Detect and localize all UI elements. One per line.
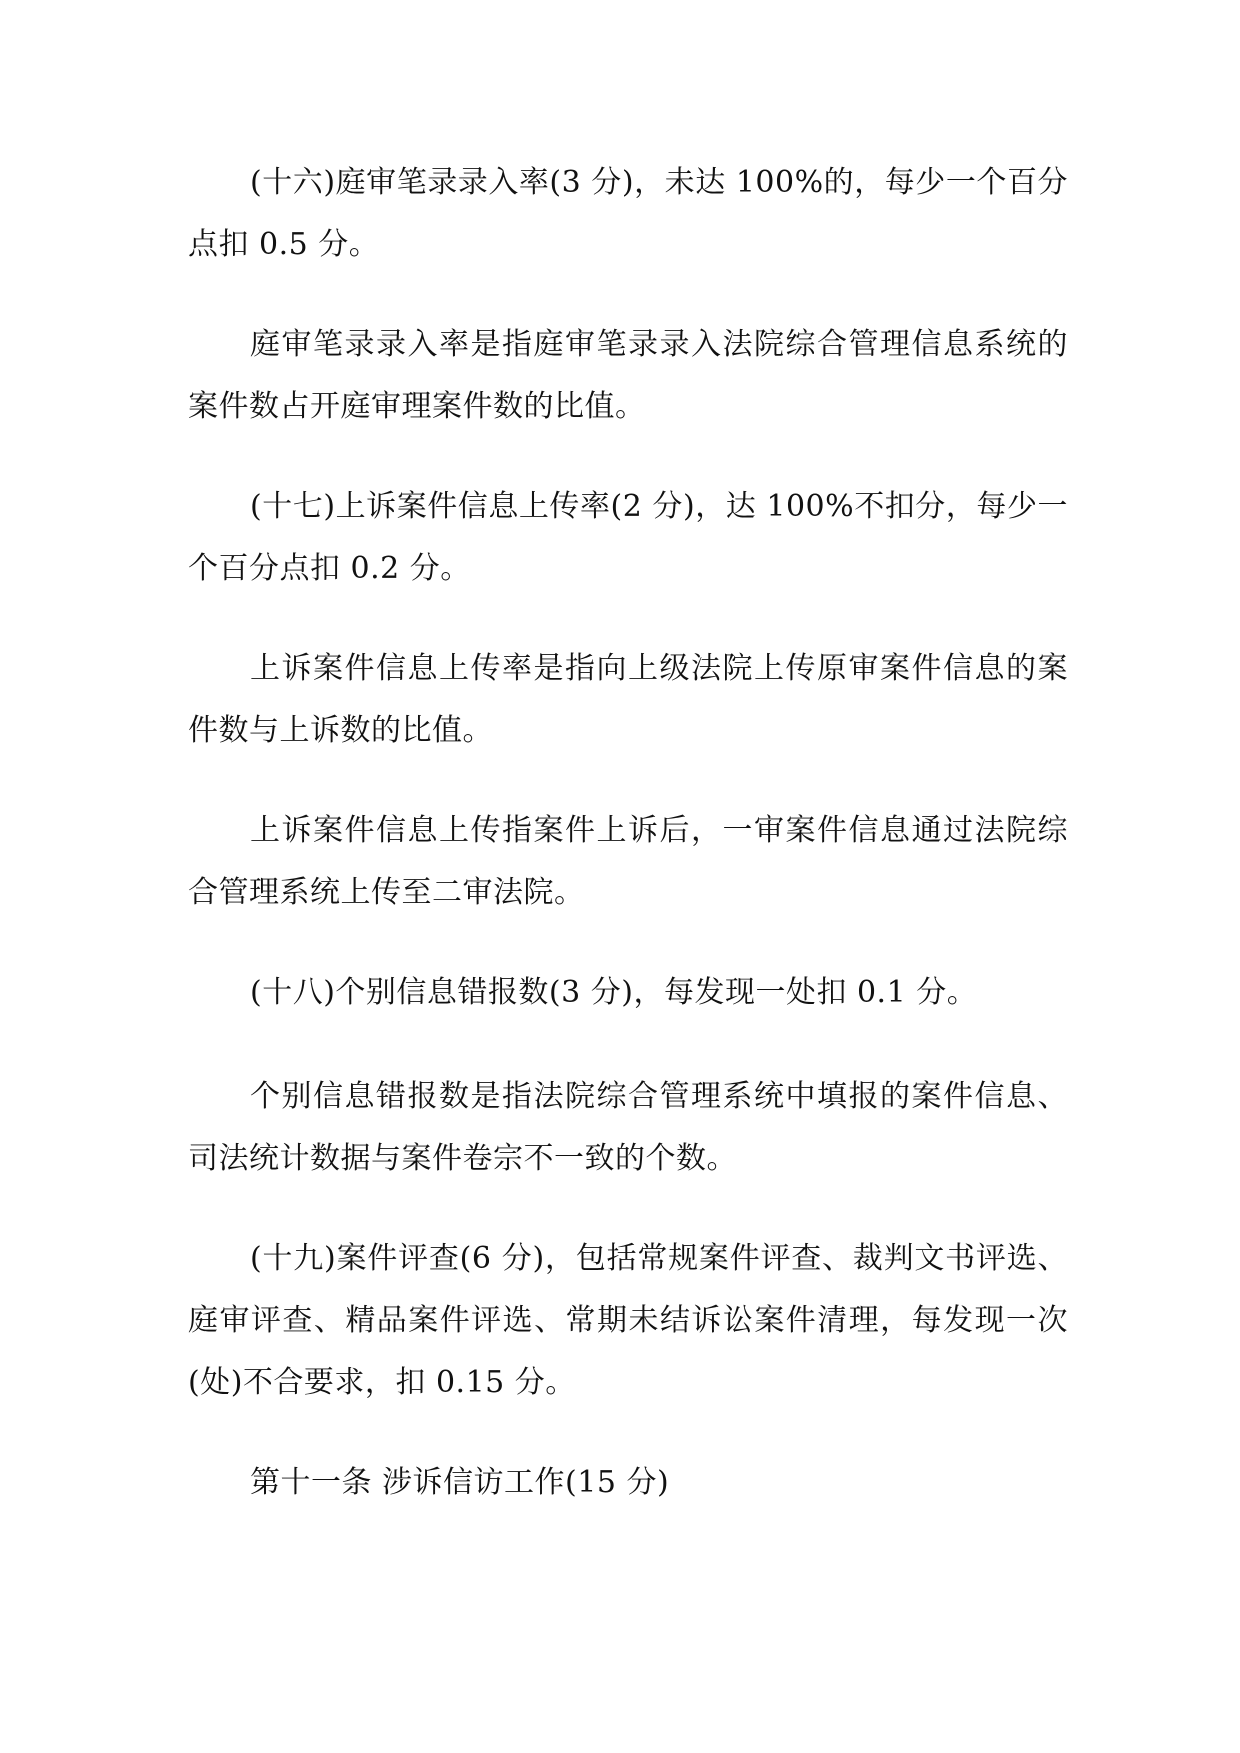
paragraph-item-17: (十七)上诉案件信息上传率(2 分)，达 100%不扣分，每少一个百分点扣 0.2 分。	[188, 489, 1068, 586]
paragraph-definition-upload-rate: 上诉案件信息上传率是指向上级法院上传原审案件信息的案件数与上诉数的比值。	[188, 651, 1068, 748]
paragraph-item-16: (十六)庭审笔录录入率(3 分)，未达 100%的，每少一个百分点扣 0.5 分。	[188, 165, 1068, 262]
paragraph-definition-upload: 上诉案件信息上传指案件上诉后，一审案件信息通过法院综合管理系统上传至二审法院。	[188, 813, 1068, 910]
paragraph-item-19: (十九)案件评查(6 分)，包括常规案件评查、裁判文书评选、庭审评查、精品案件评选、常期未结诉讼案件清理，每发现一次(处)不合要求，扣 0.15 分。	[188, 1241, 1068, 1400]
paragraph-definition-error-count: 个别信息错报数是指法院综合管理系统中填报的案件信息、司法统计数据与案件卷宗不一致的个数。	[188, 1079, 1068, 1176]
paragraph-definition-record-rate: 庭审笔录录入率是指庭审笔录录入法院综合管理信息系统的案件数占开庭审理案件数的比值。	[188, 327, 1068, 424]
paragraph-article-11-heading: 第十一条 涉诉信访工作(15 分)	[250, 1465, 670, 1500]
paragraph-item-18: (十八)个别信息错报数(3 分)，每发现一处扣 0.1 分。	[250, 975, 978, 1010]
